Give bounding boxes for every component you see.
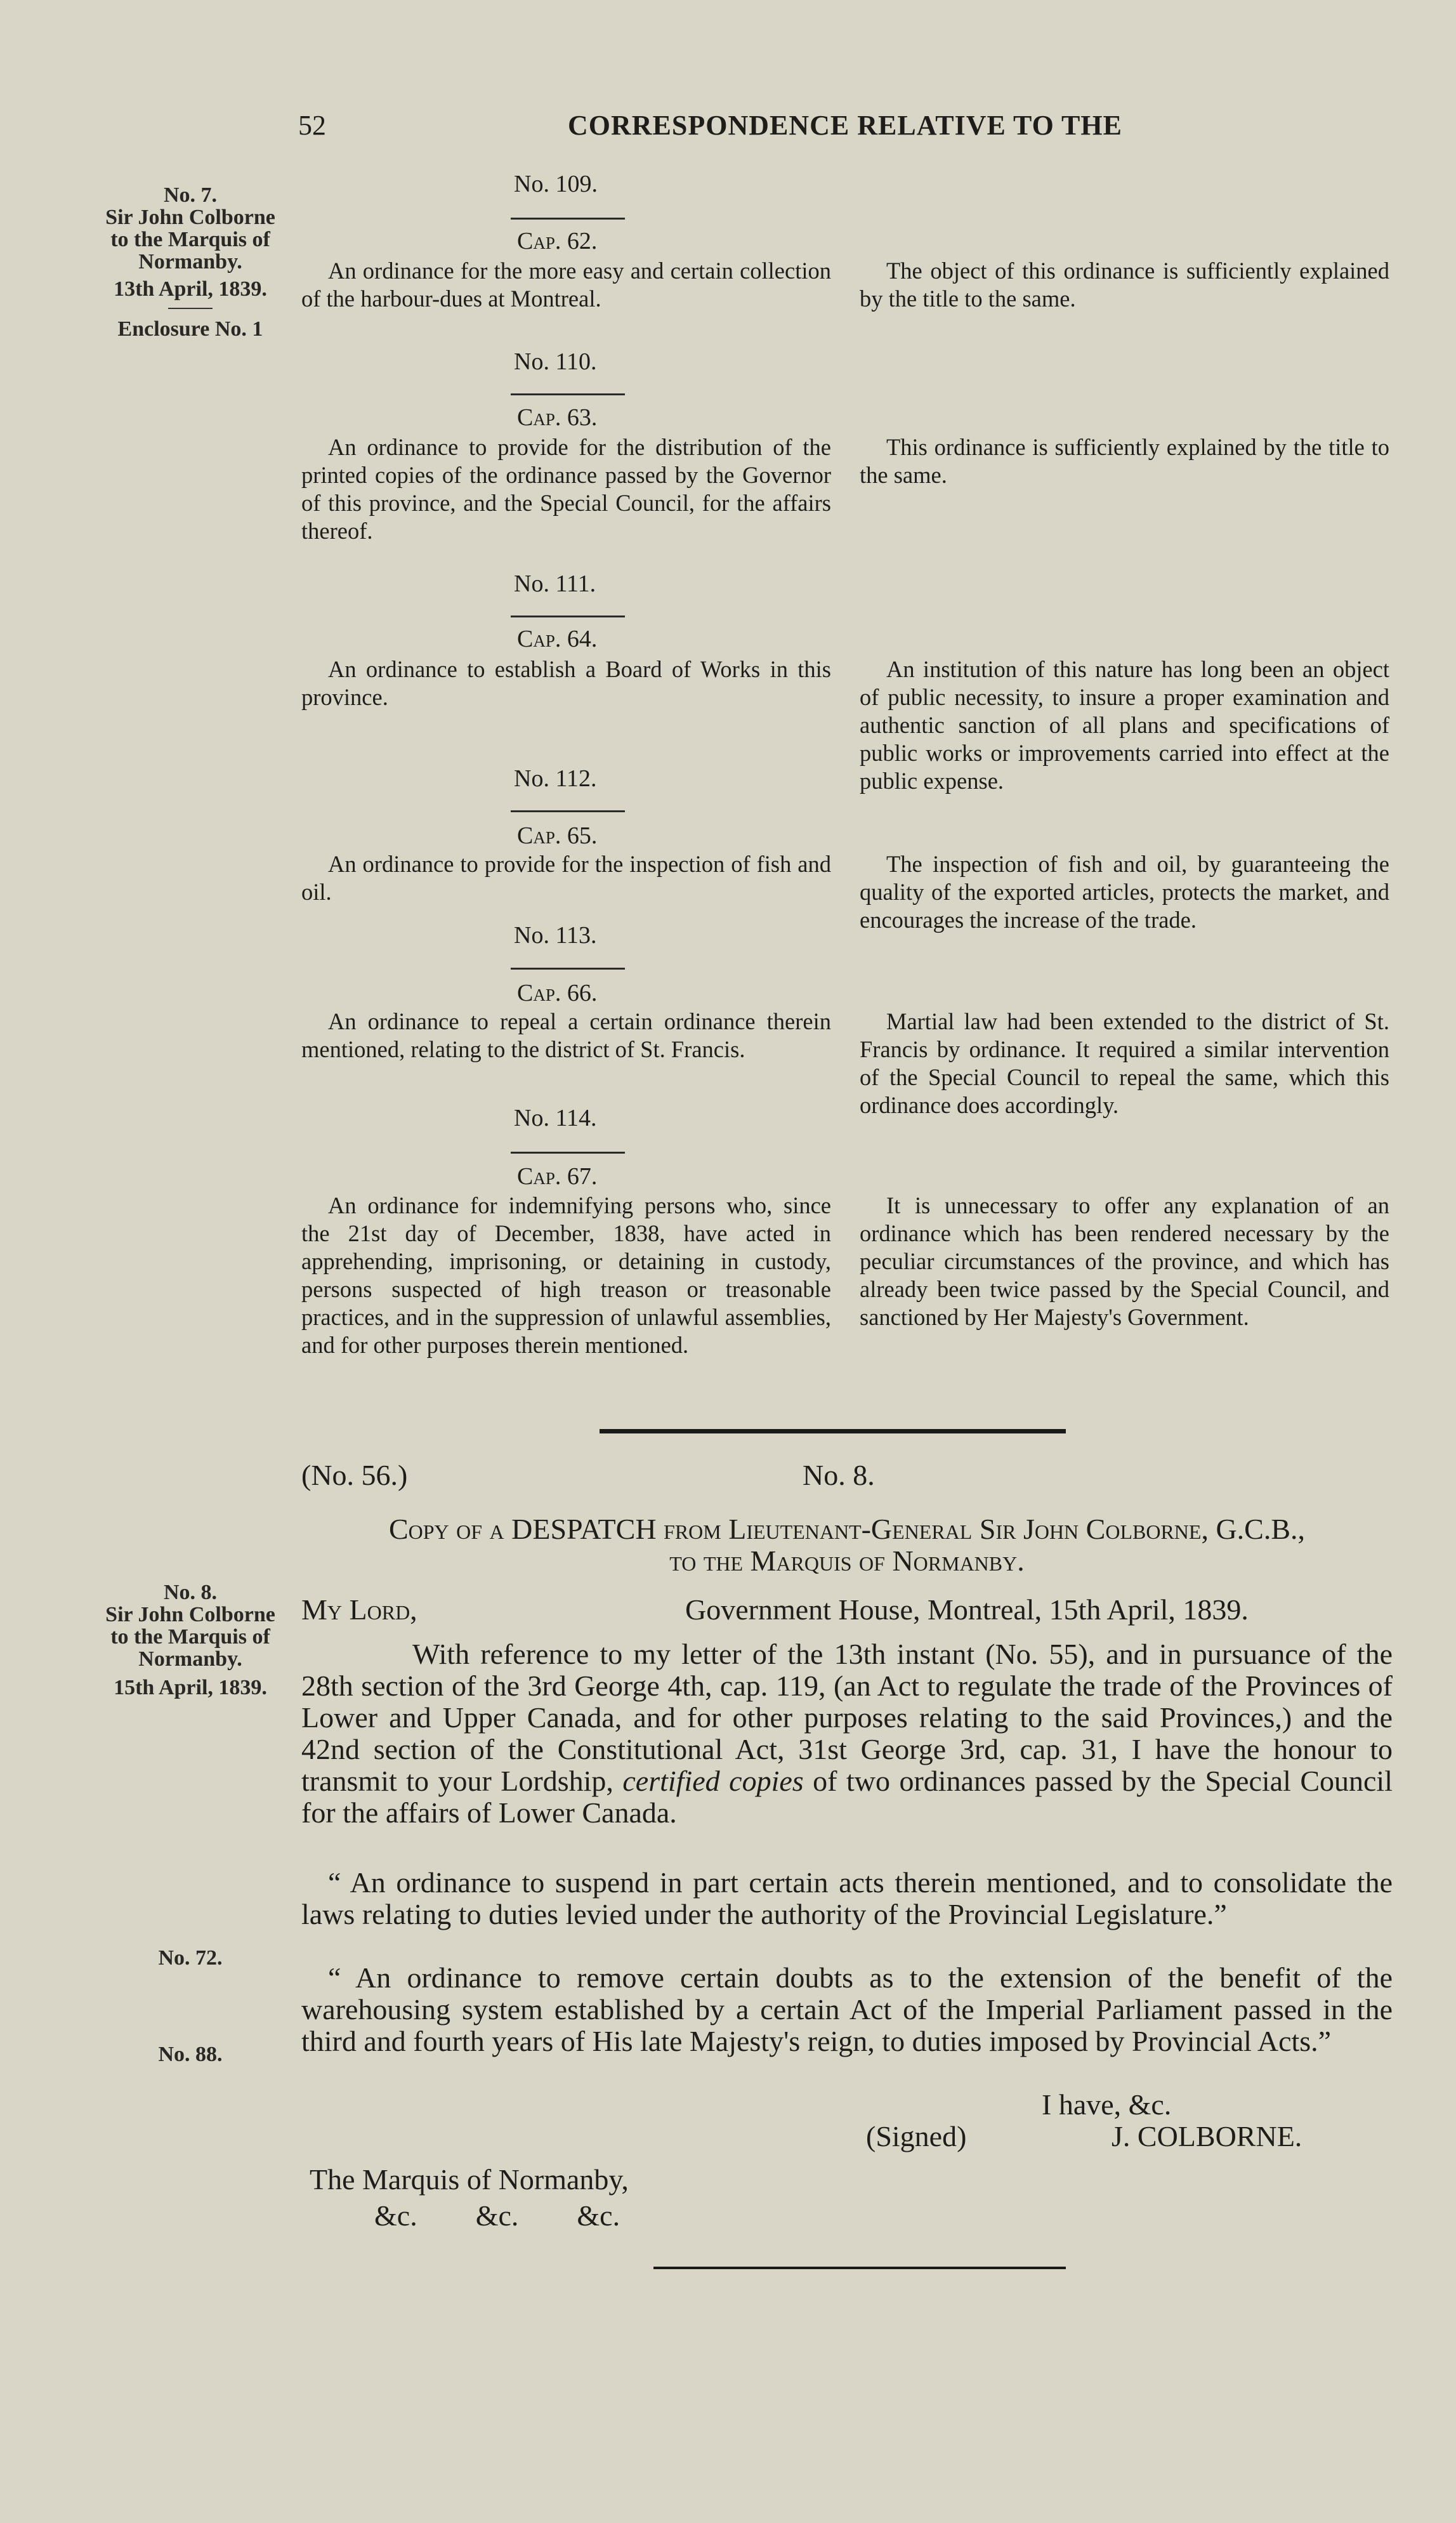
margin-note-no8 [89,1581,292,1699]
ordinance-title: An ordinance for indemnifying persons who, since the 21st day of December, 1838, have acted in apprehending, imprisoning, or detaining in custody, persons suspected of high treason or treasonable practices, and in the suppression of unlawful assemblies, and for other purposes therein mentioned. [301,1192,831,1358]
ordinance-explanation: The inspection of fish and oil, by guaranteeing the quality of the exported articles, protects the market, and encourages the increase of the trade. [860,851,1389,933]
ordinance-number: No. 113. [514,922,597,949]
ordinance-title: An ordinance to provide for the inspection of fish and oil. [301,851,831,905]
margin-line: to the Marquis of [110,228,270,251]
quoted-ordinance: “ An ordinance to suspend in part certain acts therein mentioned, and to consolidate the laws relating to duties levied under the authority of the Provincial Legislature.” [301,1866,1393,1930]
ordinance-explanation: Martial law had been extended to the district of St. Francis by ordinance. It required a similar intervention of the Special Council to repeal the same, which this ordinance does accordingly. [860,1008,1389,1118]
ordinance-explanation: The object of this ordinance is sufficiently explained by the title to the same. [860,258,1389,312]
ordinance-explanation: An institution of this nature has long been an object of public necessity, to insure a proper examination and authentic sanction of all plans and specifications of public works or improvements carried into effect at the public expense. [860,656,1389,794]
page-number: 52 [298,110,326,141]
separator-rule [511,393,625,395]
closing: I have, &c. [1042,2088,1172,2121]
separator-rule [511,968,625,970]
etc: &c. &c. &c. [374,2199,620,2232]
signed-label: (Signed) [866,2120,967,2152]
ordinance-title: An ordinance to establish a Board of Works in this province. [301,656,831,710]
margin-line: Sir John Colborne [105,1603,275,1626]
ordinance-title: An ordinance for the more easy and certain collection of the harbour-dues at Montreal. [301,258,831,312]
salutation: My Lord, [301,1593,417,1626]
despatch-heading-line2: to the Marquis of Normanby. [669,1545,1025,1577]
addressee: The Marquis of Normanby, [310,2163,629,2196]
despatch-text: With reference to my letter of the 13th instant (No. 55), and in pursuance of the 28th section of the 3rd George 4th, cap. 119, (an Act to regulate the trade of the Provinces of Lower and Upper Canada, and for other purposes relating to the said Provinces,) and the 42nd section of the Constitutional Act, 31st George 3rd, cap. 31, I have the honour to transmit to your Lordship, [301,1638,1393,1797]
paper-number: (No. 56.) [301,1459,408,1491]
despatch-emphasis: certified copies [622,1765,804,1797]
margin-line: Normanby. [138,250,242,273]
margin-ref: No. 88. [158,2043,223,2066]
despatch-heading-line1: Copy of a DESPATCH from Lieutenant-General Sir John Colborne, G.C.B., [388,1513,1306,1545]
signature: J. COLBORNE. [1112,2120,1302,2152]
ordinance-cap: Cap. 62. [517,228,598,254]
despatch-text: of two ordinances passed by the Special Council for the affairs of Lower Canada. [301,1765,1393,1829]
ordinance-number: No. 111. [514,570,596,597]
ordinance-cap: Cap. 65. [517,822,598,849]
end-rule [653,2267,1066,2269]
separator-rule [511,616,625,617]
margin-number: No. 7. [163,183,218,207]
ordinance-cap: Cap. 63. [517,404,598,431]
ordinance-cap: Cap. 66. [517,980,598,1006]
margin-date: 15th April, 1839. [114,1676,267,1699]
ordinance-number: No. 112. [514,765,597,792]
despatch-paragraph [301,1638,1393,1829]
ordinance-title: An ordinance to provide for the distribution of the printed copies of the ordinance passed by the Governor of this province, and the Special Council, for the affairs thereof. [301,434,831,544]
margin-line: Normanby. [138,1647,242,1671]
separator-rule [511,1152,625,1154]
ordinance-cap: Cap. 67. [517,1163,598,1190]
separator-rule [511,810,625,812]
margin-number: No. 8. [163,1581,218,1604]
ordinance-number: No. 109. [514,171,598,197]
ordinance-title: An ordinance to repeal a certain ordinance therein mentioned, relating to the district of St. Francis. [301,1008,831,1062]
margin-line: Sir John Colborne [105,206,275,229]
margin-line: to the Marquis of [110,1625,270,1649]
ordinance-cap: Cap. 64. [517,626,598,652]
place-date: Government House, Montreal, 15th April, 1839. [685,1593,1249,1626]
despatch-number: No. 8. [803,1459,875,1491]
ordinance-explanation: It is unnecessary to offer any explanation of an ordinance which has been rendered necessary by the peculiar circumstances of the province, and which has already been twice passed by the Special Council, and sanctioned by Her Majesty's Government. [860,1192,1389,1330]
section-divider [600,1429,1066,1433]
margin-ref: No. 72. [158,1946,223,1970]
separator-rule [511,218,625,220]
running-title: CORRESPONDENCE RELATIVE TO THE [568,110,1122,141]
ordinance-explanation: This ordinance is sufficiently explained by the title to the same. [860,434,1389,488]
ordinance-number: No. 114. [514,1105,597,1131]
margin-rule [168,308,213,309]
margin-note-no7 [89,184,292,340]
despatch-heading [301,1513,1393,1577]
quoted-ordinance: “ An ordinance to remove certain doubts as to the extension of the benefit of the warehousing system established by a certain Act of the Imperial Parliament passed in the third and fourth years of His late Majesty's reign, to duties imposed by Provincial Acts.” [301,1961,1393,2057]
ordinance-number: No. 110. [514,348,597,375]
margin-date: 13th April, 1839. [114,277,267,301]
margin-enclosure: Enclosure No. 1 [117,317,263,341]
